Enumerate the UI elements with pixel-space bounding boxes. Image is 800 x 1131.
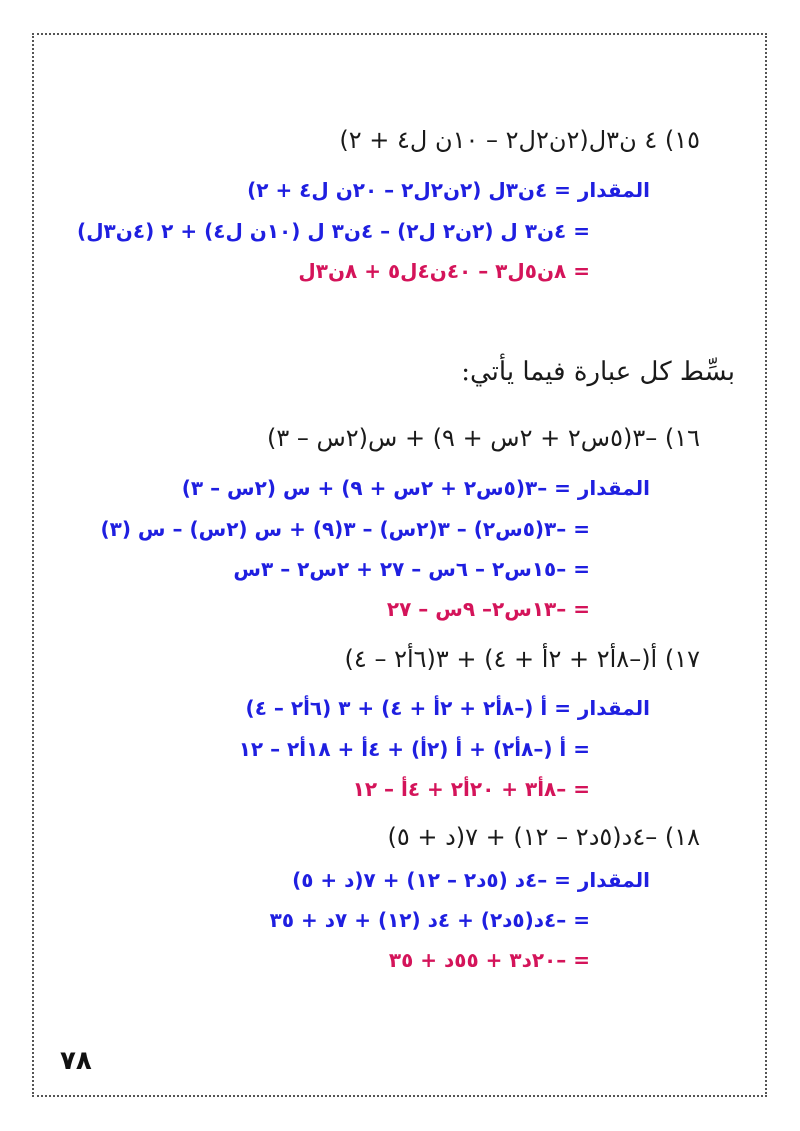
problem-17-result: = –٨أ٣ + ٢٠أ٢ + ٤أ – ١٢	[352, 777, 590, 801]
page-number: ٧٨	[60, 1046, 92, 1076]
problem-15-statement: ١٥) ٤ ن٣ل(٢ن٢ل٢ – ١٠ن ل٤ + ٢)	[339, 126, 700, 154]
problem-17-step-1: المقدار = أ (–٨أ٢ + ٢أ + ٤) + ٣ (٦أ٢ – ٤)	[245, 696, 650, 720]
problem-16-statement: ١٦) –٣(٥س٢ + ٢س + ٩) + س(٢س – ٣)	[266, 424, 700, 452]
problem-18-step-1: المقدار = –٤د (٥د٢ – ١٢) + ٧(د + ٥)	[292, 868, 650, 892]
problem-18-statement: ١٨) –٤د(٥د٢ – ١٢) + ٧(د + ٥)	[387, 823, 700, 851]
problem-17-step-2: = أ (–٨أ٢) + أ (٢أ) + ٤أ + ١٨أ٢ – ١٢	[238, 737, 590, 761]
problem-17-statement: ١٧) أ(–٨أ٢ + ٢أ + ٤) + ٣(٦أ٢ – ٤)	[344, 645, 700, 673]
problem-15-result: = ٨ن٥ل٣ – ٤٠ن٤ل٥ + ٨ن٣ل	[298, 259, 590, 283]
problem-18-step-2: = –٤د(٥د٢) + ٤د (١٢) + ٧د + ٣٥	[269, 908, 590, 932]
problem-16-result: = –١٣س٢– ٩س – ٢٧	[386, 597, 590, 621]
problem-16-step-3: = –١٥س٢ – ٦س – ٢٧ + ٢س٢ – ٣س	[233, 557, 590, 581]
problem-16-step-1: المقدار = –٣(٥س٢ + ٢س + ٩) + س (٢س – ٣)	[181, 476, 650, 500]
problem-16-step-2: = –٣(٥س٢) – ٣(٢س) – ٣(٩) + س (٢س) – س (٣)	[100, 517, 590, 541]
problem-18-result: = –٢٠د٣ + ٥٥د + ٣٥	[388, 948, 590, 972]
problem-15-step-1: المقدار = ٤ن٣ل (٢ن٢ل٢ – ٢٠ن ل٤ + ٢)	[247, 178, 650, 202]
section-heading: بسِّط كل عبارة فيما يأتي:	[461, 357, 735, 387]
problem-15-step-2: = ٤ن٣ ل (٢ن٢ ل٢) – ٤ن٣ ل (١٠ن ل٤) + ٢ (٤ن٣ل)	[77, 219, 590, 243]
